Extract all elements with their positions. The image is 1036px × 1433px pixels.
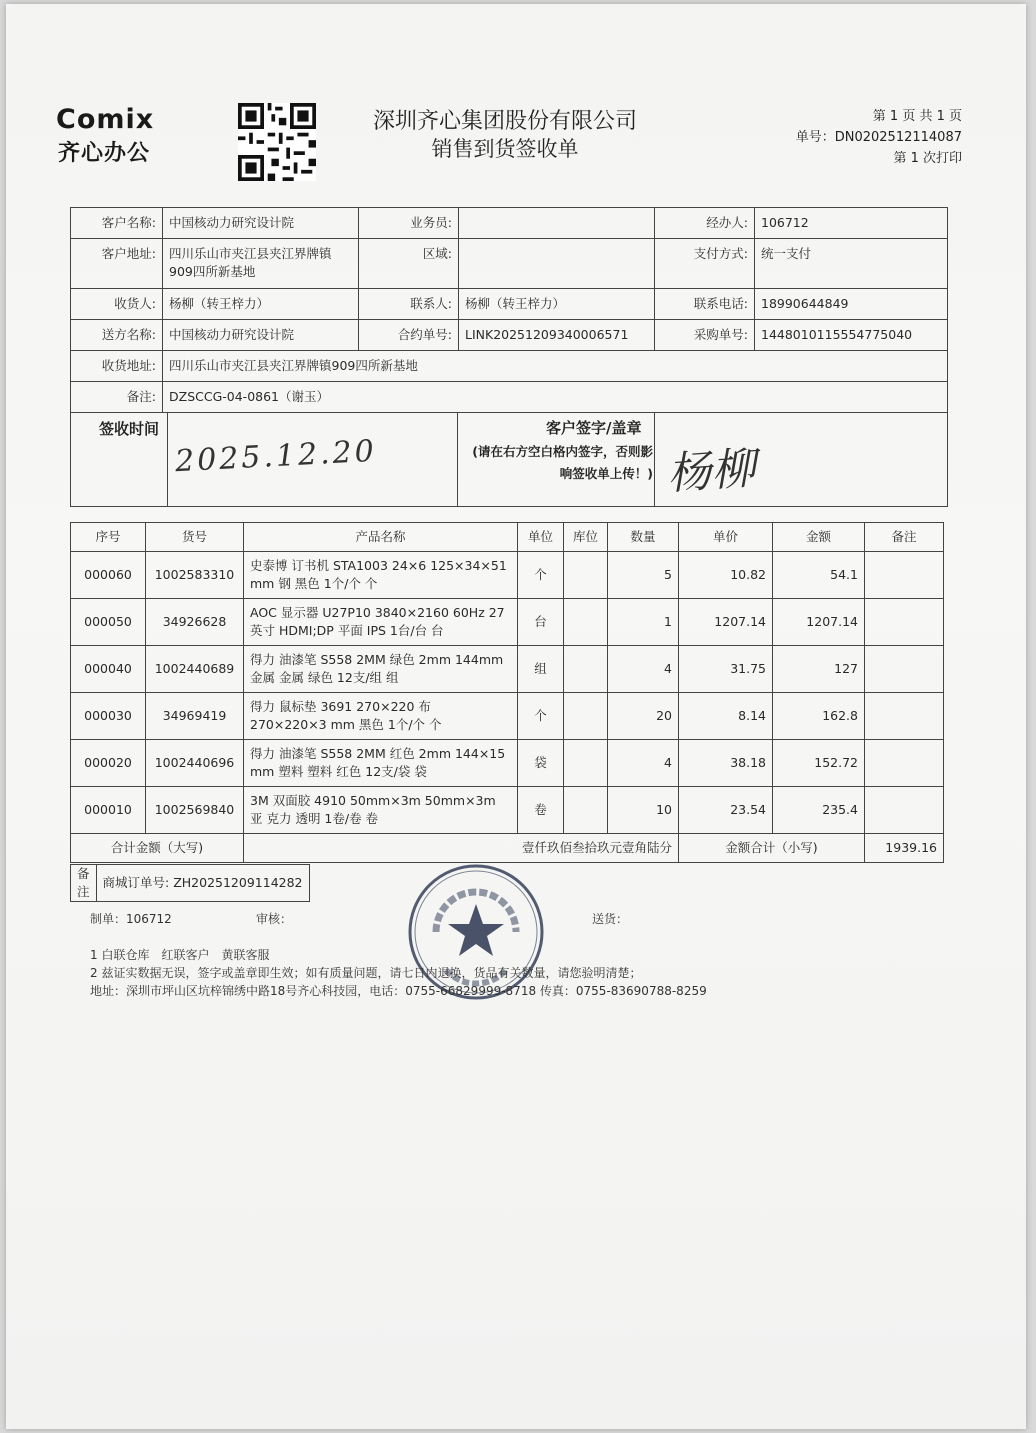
document-title: 销售到货签收单 [431,137,579,161]
header-qty: 数量 [608,523,679,552]
remark-label: 备注: [71,382,163,413]
item-qty: 10 [608,787,679,834]
item-price: 38.18 [679,740,773,787]
item-location [564,599,608,646]
contract-number: LINK20251209340006571 [459,320,655,351]
table-row [71,693,944,740]
customer-address: 四川乐山市夹江县夹江界牌镇909四所新基地 [163,239,359,289]
item-amount: 235.4 [773,787,865,834]
item-price: 23.54 [679,787,773,834]
purchase-number: 1448010115554775040 [755,320,948,351]
header-unit: 单位 [518,523,564,552]
comix-logo: Comix [56,104,155,135]
item-note [865,599,944,646]
item-price: 10.82 [679,552,773,599]
customer-address-label: 客户地址: [71,239,163,289]
remark: DZSCCG-04-0861（谢玉） [163,382,948,413]
customer-name-label: 客户名称: [71,208,163,239]
item-seq: 000010 [71,787,146,834]
item-location [564,740,608,787]
table-row [71,599,944,646]
ship-address-label: 收货地址: [71,351,163,382]
header-name: 产品名称 [244,523,518,552]
company-stamp-icon [406,862,546,1002]
total-upper-label: 合计金额（大写) [71,834,244,863]
item-unit: 个 [518,693,564,740]
item-location [564,552,608,599]
phone: 18990644849 [755,289,948,320]
item-unit: 组 [518,646,564,693]
copy-distribution: 1 白联仓库 红联客户 黄联客服 [90,948,270,962]
item-code: 1002583310 [146,552,244,599]
doc-number: 单号：DN0202512114087 [795,130,962,145]
company-address: 地址：深圳市坪山区坑梓锦绣中路18号齐心科技园，电话：0755-66829999-8718 传真：0755-83690788-8259 [90,984,707,998]
footer-remark-label: 备注 [71,865,97,902]
item-note [865,740,944,787]
item-qty: 20 [608,693,679,740]
table-row [71,646,944,693]
items-table [70,522,944,863]
item-location [564,693,608,740]
item-unit: 卷 [518,787,564,834]
payment-method: 统一支付 [755,239,948,289]
page-info: 第 1 页 共 1 页 [872,109,962,124]
item-seq: 000020 [71,740,146,787]
item-name: 3M 双面胶 4910 50mm×3m 50mm×3m 亚 克力 透明 1卷/卷 卷 [244,787,518,834]
item-name: 得力 油漆笔 S558 2MM 绿色 2mm 144mm 金属 金属 绿色 12支/组 组 [244,646,518,693]
item-note [865,646,944,693]
logo-chinese: 齐心办公 [58,141,151,166]
qr-code-icon [238,103,316,181]
item-qty: 1 [608,599,679,646]
total-lower-label: 金额合计（小写) [679,834,865,863]
customer-sign-note: (请在右方空白格内签字，否则影响签收单上传！) [472,444,653,481]
deliver-to: 中国核动力研究设计院 [163,320,359,351]
receiver: 杨柳（转王梓力） [163,289,359,320]
salesperson-label: 业务员: [359,208,459,239]
salesperson [459,208,655,239]
item-note [865,787,944,834]
shipper: 送货： [592,912,629,926]
item-code: 34969419 [146,693,244,740]
sign-time-label: 签收时间 [99,420,160,438]
maker: 制单：106712 [90,912,172,926]
customer-signature: 杨柳 [665,442,757,500]
item-amount: 54.1 [773,552,865,599]
contact-label: 联系人: [359,289,459,320]
reviewer: 审核： [256,912,293,926]
terms-note: 2 兹证实数据无误，签字或盖章即生效；如有质量问题，请七日内退换，货品有关数量，请您验明清楚； [90,966,642,980]
table-row [71,740,944,787]
item-unit: 台 [518,599,564,646]
header-location: 库位 [564,523,608,552]
contract-label: 合约单号: [359,320,459,351]
item-code: 1002440696 [146,740,244,787]
item-amount: 127 [773,646,865,693]
table-row [71,787,944,834]
item-qty: 5 [608,552,679,599]
total-lower: 1939.16 [865,834,944,863]
table-row [71,552,944,599]
item-seq: 000030 [71,693,146,740]
item-code: 1002569840 [146,787,244,834]
item-price: 8.14 [679,693,773,740]
print-count: 第 1 次打印 [893,151,962,166]
item-code: 34926628 [146,599,244,646]
customer-info-table [70,207,948,413]
ship-address: 四川乐山市夹江县夹江界牌镇909四所新基地 [163,351,948,382]
total-row [71,834,944,863]
handwritten-date: 2025.12.20 [174,433,378,480]
item-name: 得力 鼠标垫 3691 270×220 布 270×220×3 mm 黑色 1个/个 个 [244,693,518,740]
item-location [564,646,608,693]
purchase-label: 采购单号: [655,320,755,351]
items-header-row [71,523,944,552]
item-price: 1207.14 [679,599,773,646]
item-unit: 袋 [518,740,564,787]
item-amount: 152.72 [773,740,865,787]
item-note [865,552,944,599]
deliver-to-label: 送方名称: [71,320,163,351]
item-qty: 4 [608,646,679,693]
signature-area [70,413,948,507]
contact: 杨柳（转王梓力） [459,289,655,320]
item-name: 史泰博 订书机 STA1003 24×6 125×34×51 mm 钢 黑色 1个/个 个 [244,552,518,599]
item-name: AOC 显示器 U27P10 3840×2160 60Hz 27 英寸 HDMI;DP 平面 IPS 1台/台 台 [244,599,518,646]
handler: 106712 [755,208,948,239]
item-price: 31.75 [679,646,773,693]
item-seq: 000040 [71,646,146,693]
mall-order-number: 商城订单号: ZH20251209114282 [96,865,309,902]
item-seq: 000060 [71,552,146,599]
item-seq: 000050 [71,599,146,646]
mall-order-table [70,864,310,902]
item-qty: 4 [608,740,679,787]
header-amount: 金额 [773,523,865,552]
receiver-label: 收货人: [71,289,163,320]
header-price: 单价 [679,523,773,552]
phone-label: 联系电话: [655,289,755,320]
header-code: 货号 [146,523,244,552]
region-label: 区域: [359,239,459,289]
item-note [865,693,944,740]
item-amount: 162.8 [773,693,865,740]
region [459,239,655,289]
header-seq: 序号 [71,523,146,552]
item-name: 得力 油漆笔 S558 2MM 红色 2mm 144×15 mm 塑料 塑料 红色 12支/袋 袋 [244,740,518,787]
company-name: 深圳齐心集团股份有限公司 [372,109,637,134]
total-upper: 壹仟玖佰叁拾玖元壹角陆分 [244,834,679,863]
item-amount: 1207.14 [773,599,865,646]
header-note: 备注 [865,523,944,552]
item-unit: 个 [518,552,564,599]
item-location [564,787,608,834]
customer-sign-label: 客户签字/盖章 [546,419,642,437]
payment-label: 支付方式: [655,239,755,289]
handler-label: 经办人: [655,208,755,239]
item-code: 1002440689 [146,646,244,693]
customer-name: 中国核动力研究设计院 [163,208,359,239]
